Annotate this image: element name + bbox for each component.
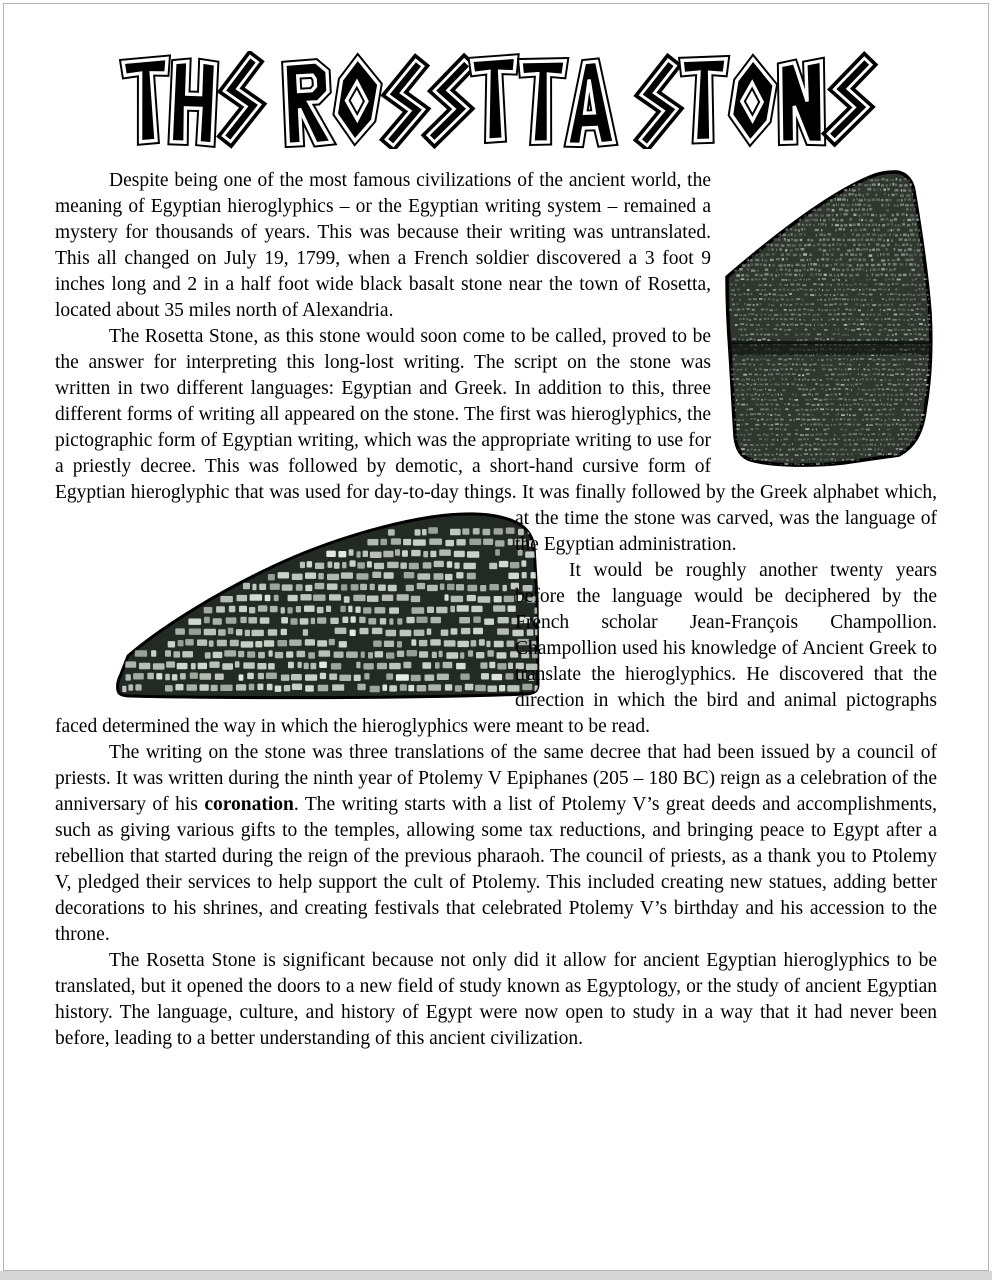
article-body (55, 168, 937, 1052)
rosetta-stone-fragment-art (109, 510, 553, 700)
rosetta-stone-photo (725, 170, 937, 470)
rosetta-stone-fragment-image (55, 510, 499, 700)
page-bottom-edge (0, 1271, 992, 1280)
paragraph-4-text-b: . The writing starts with a list of Ptolemy V’s great deeds and accomplishments, such as giving various gifts to the temples, allowing some tax reductions, and bringing peace to Egypt after a rebellion that started during the reign of the previous pharaoh. The council of priests, as a thank you to Ptolemy V, pledged their services to help support the cult of Ptolemy. This included creating new statues, adding better decorations to his shrines, and creating festivals that celebrated Ptolemy V’s birthday and his accession to the throne. (55, 794, 937, 945)
paragraph-2-text-a: The Rosetta Stone, as this stone would soon come to be called, proved to be the answer for interpreting this long-lost writing. The script on the stone was written in two different languages: Egyptian and Greek. In addition to this, three different forms of writing all appeared on the stone. The first was hieroglyphics, the pictographic form of Egyptian writing, which was the appropriate writing to use for a priestly decree. This was followed by demotic, a short-hand cursive form of Egyptian hieroglyphic that was used for day-to-day things. It was finally followed by the Greek alphabet which, at the time the stone was (55, 326, 937, 529)
bold-term-coronation: coronation (204, 794, 294, 815)
rosetta-stone-photo-art (725, 170, 937, 470)
page-title-text (4, 25, 5, 26)
paragraph-2-text-b: carved, was the language of the Egyptian administration. (515, 508, 937, 555)
page-title (4, 51, 988, 149)
document-page (3, 3, 989, 1271)
paragraph-1: Despite being one of the most famous civilizations of the ancient world, the meaning of Egyptian hieroglyphics – or the Egyptian writing system – remained a mystery for thousands of years. This was because their writing was untranslated. This all changed on July 19, 1799, when a French soldier discovered a 3 foot 9 inches long and 2 in a half foot wide black basalt stone near the town of Rosetta, located about 35 miles north of Alexandria. (55, 170, 711, 321)
paragraph-4 (55, 740, 937, 948)
paragraph-5: The Rosetta Stone is significant because not only did it allow for ancient Egyptian hieroglyphics to be translated, but it opened the doors to a new field of study known as Egyptology, or the study of ancient Egyptian history. The language, culture, and history of Egypt were now open to study in a way that it had never been before, leading to a better understanding of this ancient civilization. (55, 950, 937, 1049)
paragraph-3: It would be roughly another twenty years before the language would be deciphered by the French scholar Jean-François Champollion. Champollion used his knowledge of Ancient Greek to translate the hieroglyphics. He discovered that the direction in which the bird and animal pictographs faced determined the way in which the hieroglyphics were meant to be read. (55, 560, 937, 737)
paragraph-4-text-a: The writing on the stone was three translations of the same decree that had been issued by a council of priests. It was written during the ninth year of Ptolemy V Epiphanes (205 – 180 BC) reign as a celebration of the anniversary of his (55, 742, 937, 815)
page-title-art (93, 51, 899, 149)
